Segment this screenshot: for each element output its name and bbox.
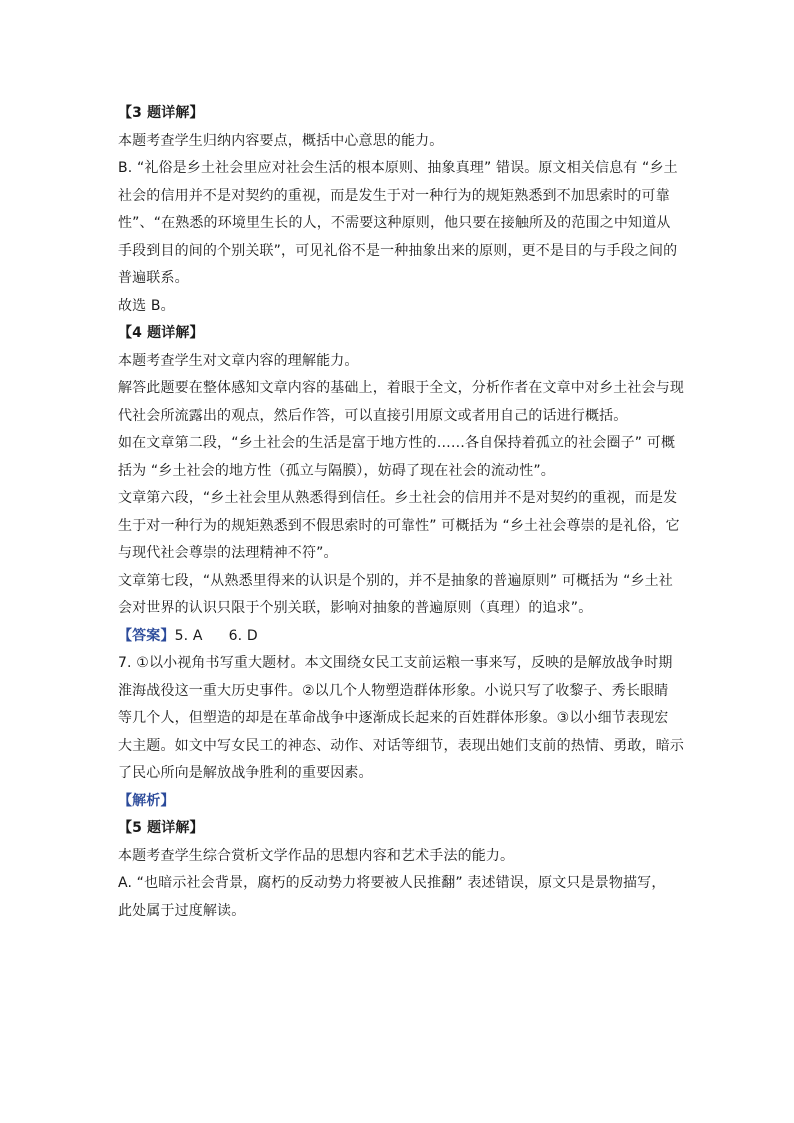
- section-4-line: 生于对一种行为的规矩熟悉到不假思索时的可靠性” 可概括为 “乡土社会尊崇的是礼俗，它: [118, 517, 680, 534]
- answer-line: [118, 623, 678, 651]
- section-4-line: 代社会所流露出的观点，然后作答，可以直接引用原文或者用自己的话进行概括。: [118, 407, 628, 424]
- section-5-heading: 【5 题详解】: [118, 820, 204, 836]
- section-3-line: B. “礼俗是乡土社会里应对社会生活的根本原则、抽象真理” 错误。原文相关信息有 “乡土: [118, 160, 678, 176]
- q7-line: 大主题。如文中写女民工的神态、动作、对话等细节，表现出她们支前的热情、勇敢，暗示: [118, 737, 684, 754]
- section-5-line: A. “也暗示社会背景，腐朽的反动势力将要被人民推翻” 表述错误，原文只是景物描写，: [118, 875, 666, 891]
- section-3-line: 普遍联系。: [118, 270, 189, 286]
- section-5-line: 此处属于过度解读。: [118, 902, 246, 919]
- section-3-heading: 【3 题详解】: [118, 105, 204, 121]
- section-4-line: 本题考查学生对文章内容的理解能力。: [118, 352, 359, 369]
- section-4-line: 与现代社会尊崇的法理精神不符”。: [118, 545, 338, 561]
- section-3-line: 性”、“在熟悉的环境里生长的人，不需要这种原则，他只要在接触所及的范围之中知道从: [118, 215, 671, 231]
- answer-6: 6. D: [228, 627, 258, 644]
- section-4-line: 文章第七段，“从熟悉里得来的认识是个别的，并不是抽象的普遍原则” 可概括为 “乡土社: [118, 572, 673, 589]
- section-5-line: 本题考查学生综合赏析文学作品的思想内容和艺术手法的能力。: [118, 847, 515, 864]
- answer-label: 【答案】: [118, 627, 175, 644]
- section-4-heading: 【4 题详解】: [118, 325, 204, 341]
- q7-line: 了民心所向是解放战争胜利的重要因素。: [118, 765, 373, 781]
- section-3-line: 本题考查学生归纳内容要点，概括中心意思的能力。: [118, 132, 444, 149]
- section-4-line: 如在文章第二段，“乡土社会的生活是富于地方性的……各自保持着孤立的社会圈子” 可概: [118, 435, 676, 451]
- answer-5: 5. A: [174, 627, 203, 644]
- analysis-label: 【解析】: [118, 792, 175, 809]
- q7-line: 等几个人，但塑造的却是在革命战争中逐渐成长起来的百姓群体形象。③以小细节表现宏: [118, 710, 669, 726]
- section-4-line: 文章第六段，“乡土社会里从熟悉得到信任。乡土社会的信用并不是对契约的重视，而是发: [118, 490, 678, 506]
- section-3-line: 故选 B。: [118, 297, 175, 314]
- q7-line: 7. ①以小视角书写重大题材。本文围绕女民工支前运粮一事来写，反映的是解放战争时期: [118, 655, 673, 671]
- section-4-line: 解答此题要在整体感知文章内容的基础上，着眼于全文，分析作者在文章中对乡土社会与现: [118, 380, 684, 396]
- q7-line: 淮海战役这一重大历史事件。②以几个人物塑造群体形象。小说只写了收黎子、秀长眼睛: [118, 682, 669, 699]
- section-3-line: 社会的信用并不是对契约的重视，而是发生于对一种行为的规矩熟悉到不加思索时的可靠: [118, 187, 670, 204]
- section-4-line: 会对世界的认识只限于个别关联，影响对抽象的普遍原则（真理）的追求”。: [118, 600, 593, 616]
- section-4-line: 括为 “乡土社会的地方性（孤立与隔膜），妨碍了现在社会的流动性”。: [118, 462, 555, 479]
- document-page: [118, 100, 684, 925]
- section-3-line: 手段到目的间的个别关联”，可见礼俗不是一种抽象出来的原则，更不是目的与手段之间的: [118, 242, 678, 259]
